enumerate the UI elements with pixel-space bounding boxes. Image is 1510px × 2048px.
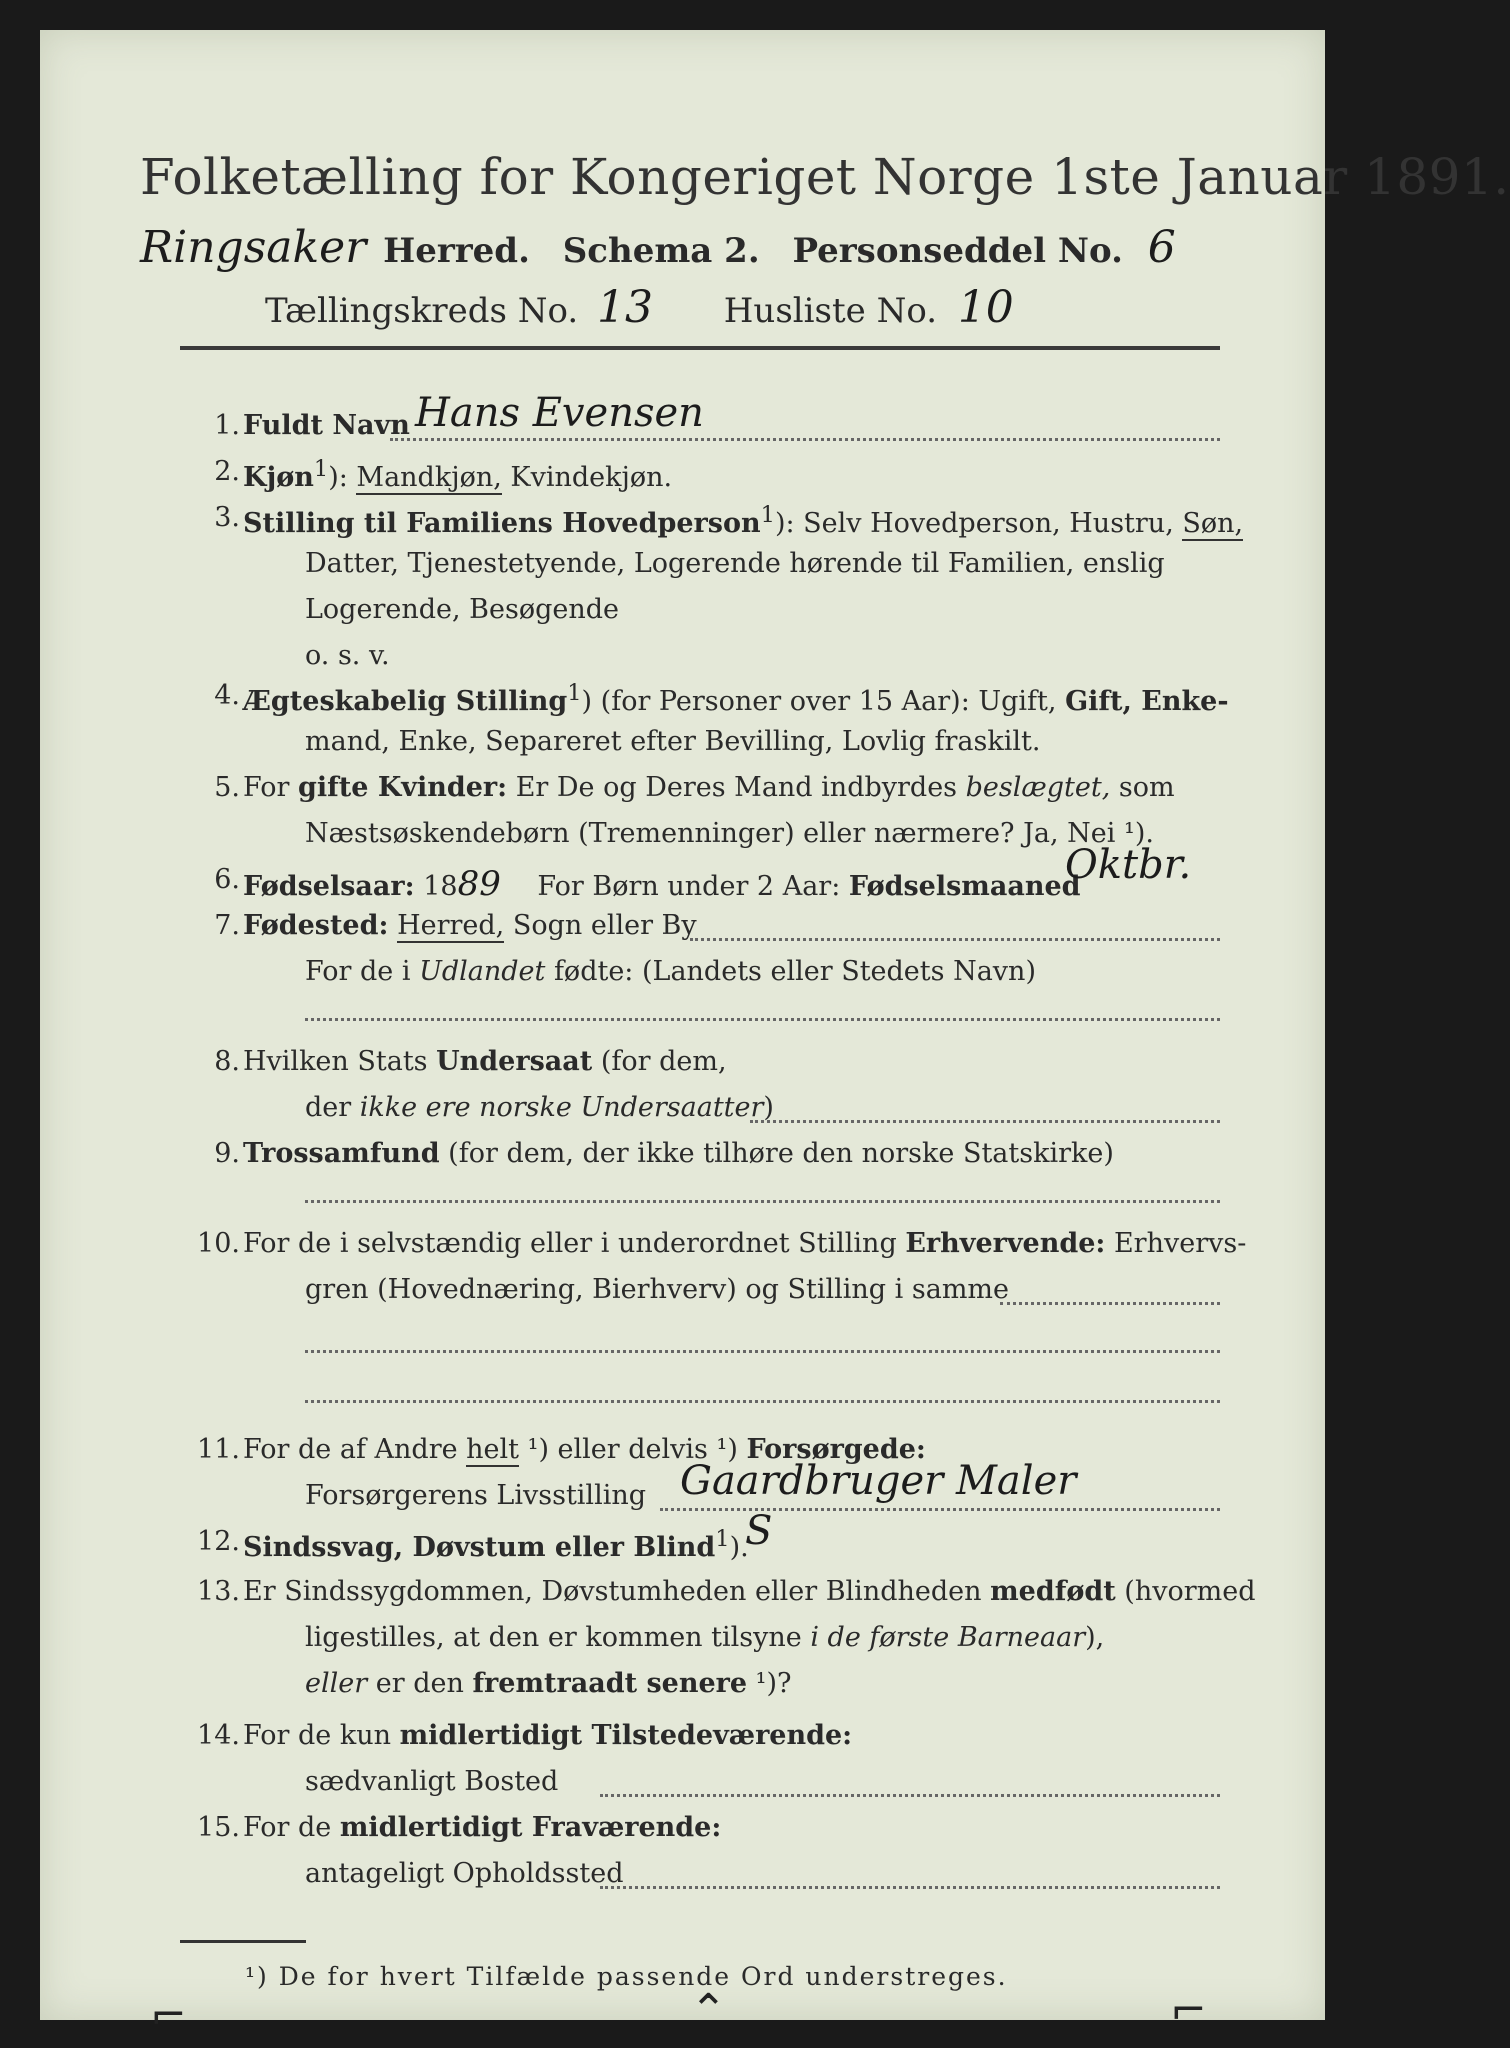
form-title: Folketælling for Kongeriget Norge 1ste Januar 1891. [140, 148, 1510, 206]
q10-number: 10. [197, 1228, 240, 1259]
q5-line1 [243, 772, 1175, 803]
q13-line3-mid: er den [367, 1668, 473, 1699]
q5-pre: For [243, 772, 299, 803]
footnote: ¹) De for hvert Tilfælde passende Ord understreges. [245, 1962, 1008, 1991]
q7-number: 7. [214, 910, 240, 941]
q13-number: 13. [197, 1576, 240, 1607]
q5-label: gifte Kvinder: [298, 772, 508, 803]
q11-dotted-line [660, 1508, 1220, 1511]
q3-label: Stilling til Familiens Hovedperson [243, 508, 761, 539]
q8-number: 8. [214, 1046, 240, 1077]
q13-label: medfødt [990, 1576, 1116, 1607]
q5-line1-end: som [1110, 772, 1175, 803]
q4-label: Ægteskabelig Stilling [243, 686, 568, 717]
q7-option-herred: Herred, [397, 910, 505, 941]
q14-dotted-line [600, 1794, 1220, 1797]
q10-line1 [243, 1228, 1246, 1259]
header-row-herred [140, 222, 1176, 273]
q6-year-prefix: 18 [414, 871, 458, 902]
q14-pre: For de kun [243, 1720, 400, 1751]
q12-label: Sindssvag, Døvstum eller Blind [243, 1532, 716, 1563]
q14-label: midlertidigt Tilstedeværende: [399, 1720, 853, 1751]
q13-line2-pre: ligestilles, at den er kommen tilsyne [305, 1622, 811, 1653]
q8-dotted-line [750, 1120, 1220, 1123]
q3-number: 3. [214, 502, 240, 533]
q13-line1 [243, 1576, 1256, 1607]
q6-mid: For Børn under 2 Aar: [537, 871, 849, 902]
q2-sup: 1 [313, 456, 329, 482]
q4-sup: 1 [567, 680, 582, 706]
q5-line2: Næstsøskendebørn (Tremenninger) eller nærmere? Ja, Nei ¹). [305, 818, 1154, 849]
q11-label: Forsørgede: [746, 1434, 926, 1465]
q8-line1 [243, 1046, 727, 1077]
q2-option-mandkjon: Mandkjøn, [356, 462, 502, 493]
q6-answer-month: Oktbr. [1065, 842, 1192, 888]
q9-rest: (for dem, der ikke tilhøre den norske Statskirke) [439, 1138, 1114, 1169]
q8-label: Undersaat [436, 1046, 593, 1077]
personseddel-number: 6 [1147, 222, 1176, 273]
q12-answer: S [745, 1508, 773, 1554]
q11-answer-livsstilling: Gaardbruger Maler [680, 1458, 1077, 1504]
q11-number: 11. [197, 1434, 240, 1465]
q13-line3-end: ¹)? [747, 1668, 792, 1699]
q10-line2: gren (Hovednæring, Bierhverv) og Stilling i samme [305, 1274, 1010, 1305]
q1-answer-full-name: Hans Evensen [415, 390, 704, 436]
q13-rest: (hvormed [1115, 1576, 1256, 1607]
q2-number: 2. [214, 456, 240, 487]
q13-line2-italic: i de første Barneaar [810, 1622, 1086, 1653]
q8-rest: (for dem, [592, 1046, 727, 1077]
q1-number: 1. [214, 410, 240, 441]
herred-name: Ringsaker [140, 222, 367, 273]
q15-label: midlertidigt Fraværende: [339, 1812, 722, 1843]
q12-end: ). [729, 1532, 749, 1563]
q5-line1-rest: Er De og Deres Mand indbyrdes [507, 772, 966, 803]
q6-answer-year: 89 [457, 864, 501, 904]
q11-line2: Forsørgerens Livsstilling [305, 1480, 647, 1511]
q2-option-kvindekjon: Kvindekjøn. [501, 462, 673, 493]
q15-line1 [243, 1812, 721, 1843]
q2-pre: ): [328, 462, 357, 493]
q8-line2-pre: der [305, 1092, 360, 1123]
q12-number: 12. [197, 1526, 240, 1557]
corner-mark-left-icon: ⌐ [150, 1990, 187, 2041]
q13-pre: Er Sindssygdommen, Døvstumheden eller Blindheden [243, 1576, 991, 1607]
q3-line1 [243, 502, 1243, 539]
q2-label: Kjøn [243, 462, 314, 493]
q6-number: 6. [214, 864, 240, 895]
q13-line2 [305, 1622, 1104, 1653]
q7-rest: Sogn eller By [504, 910, 697, 941]
q13-line3-bold: fremtraadt senere [472, 1668, 748, 1699]
q7-dotted-line-2 [305, 1018, 1220, 1021]
q7-line2-pre: For de i [305, 956, 420, 987]
q3-line1-rest: ): Selv Hovedperson, Hustru, [774, 508, 1183, 539]
taellingskreds-label: Tællingskreds No. [265, 291, 579, 331]
q3-sup: 1 [760, 502, 775, 528]
census-form-sheet [40, 30, 1510, 2020]
q6-month-label: Fødselsmaaned [848, 871, 1081, 902]
q15-pre: For de [243, 1812, 340, 1843]
q13-line2-end: ), [1085, 1622, 1105, 1653]
footnote-rule [180, 1940, 306, 1943]
q5-beslaegtet: beslægtet, [965, 772, 1111, 803]
q8-pre: Hvilken Stats [243, 1046, 437, 1077]
q9-label: Trossamfund [243, 1138, 440, 1169]
q7-line1 [243, 910, 697, 941]
q7-line2 [305, 956, 1036, 987]
personseddel-label: Personseddel No. [792, 231, 1123, 271]
q5-number: 5. [214, 772, 240, 803]
q3-line3: Logerende, Besøgende [305, 594, 619, 625]
q7-dotted-line [690, 938, 1220, 941]
header-row-taellingskreds [265, 282, 1014, 333]
husliste-number: 10 [957, 282, 1014, 333]
q7-label: Fødested: [243, 910, 389, 941]
corner-mark-center-icon: ⌃ [690, 1985, 727, 2036]
herred-label: Herred. [383, 231, 530, 271]
q13-line3 [305, 1668, 791, 1699]
q11-pre: For de af Andre [243, 1434, 467, 1465]
q14-line1 [243, 1720, 852, 1751]
schema-label: Schema 2. [562, 231, 760, 271]
q1-dotted-line [390, 438, 1220, 441]
corner-mark-right-icon: ⌐ [1170, 1985, 1207, 2036]
q2-line [243, 456, 672, 493]
q8-line2-end: ) [763, 1092, 774, 1123]
q4-line1-rest: ) (for Personer over 15 Aar): Ugift, [581, 686, 1066, 717]
q9-number: 9. [214, 1138, 240, 1169]
q6-line [243, 864, 1081, 904]
q13-line3-italic: eller [305, 1668, 368, 1699]
q15-dotted-line [600, 1886, 1220, 1889]
q10-dotted-line-3 [305, 1400, 1220, 1403]
q12-line [243, 1526, 749, 1563]
husliste-label: Husliste No. [723, 291, 937, 331]
q10-label: Erhvervende: [905, 1228, 1106, 1259]
taellingskreds-number: 13 [596, 282, 653, 333]
q3-option-son: Søn, [1182, 508, 1244, 539]
q1-label: Fuldt Navn [243, 410, 410, 441]
q8-line2-italic: ikke ere norske Undersaatter [359, 1092, 764, 1123]
q10-dotted-line-1 [1000, 1302, 1220, 1305]
q9-dotted-line [305, 1200, 1220, 1203]
q9-line [243, 1138, 1114, 1169]
q3-line4: o. s. v. [305, 640, 390, 671]
q4-number: 4. [214, 680, 240, 711]
q14-line2: sædvanligt Bosted [305, 1766, 559, 1797]
q14-number: 14. [197, 1720, 240, 1751]
q10-dotted-line-2 [305, 1350, 1220, 1353]
q11-option-helt: helt [466, 1434, 520, 1465]
q3-line2: Datter, Tjenestetyende, Logerende hørende til Familien, enslig [305, 548, 1165, 579]
q8-line2 [305, 1092, 774, 1123]
q10-rest: Erhvervs- [1105, 1228, 1247, 1259]
q4-gift-enke: Gift, Enke- [1065, 686, 1229, 717]
q6-label: Fødselsaar: [243, 871, 415, 902]
q10-pre: For de i selvstændig eller i underordnet Stilling [243, 1228, 906, 1259]
q12-sup: 1 [715, 1526, 730, 1552]
q7-line2-rest: fødte: (Landets eller Stedets Navn) [545, 956, 1036, 987]
q4-line2: mand, Enke, Separeret efter Bevilling, Lovlig fraskilt. [305, 726, 1041, 757]
q15-number: 15. [197, 1812, 240, 1843]
q15-line2: antageligt Opholdssted [305, 1858, 624, 1889]
q7-udlandet: Udlandet [419, 956, 546, 987]
q11-mid: ¹) eller delvis ¹) [519, 1434, 747, 1465]
q4-line1 [243, 680, 1229, 717]
header-divider [180, 346, 1220, 350]
